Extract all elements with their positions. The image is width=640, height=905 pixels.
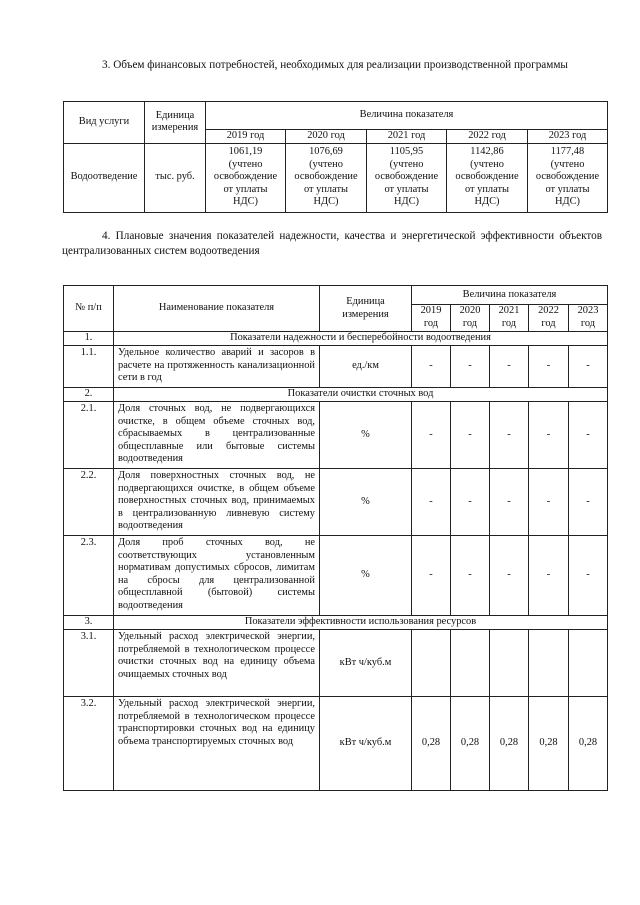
row-name: Доля проб сточных вод, не соответствующих установленным нормативам допустимых сбросов, лимитам на сбросы для централизованной общесплавной (бытовой) системы водоотведения bbox=[114, 536, 320, 616]
row-num: 3.1. bbox=[64, 630, 114, 697]
row-value: - bbox=[529, 536, 569, 616]
row-value: - bbox=[569, 469, 608, 536]
row-value: - bbox=[529, 469, 569, 536]
year-header: 2020 год bbox=[286, 130, 367, 144]
table-row bbox=[64, 469, 608, 536]
row-value: - bbox=[412, 536, 451, 616]
row-value: - bbox=[529, 402, 569, 469]
row-name: Удельный расход электрической энергии, потребляемой в технологическом процессе очистки сточных вод на единицу объема очищаемых сточных вод bbox=[114, 630, 320, 697]
group-num: 1. bbox=[64, 332, 114, 346]
row-unit: % bbox=[320, 469, 412, 536]
row-name: Удельный расход электрической энергии, потребляемой в технологическом процессе транспортировки сточных вод на единицу объема транспортируемых сточных вод bbox=[114, 697, 320, 791]
row-value: - bbox=[490, 469, 529, 536]
service-cell: Водоотведение bbox=[64, 143, 145, 212]
row-value: - bbox=[451, 346, 490, 388]
row-value bbox=[412, 630, 451, 697]
row-value: 0,28 bbox=[529, 697, 569, 791]
group-row bbox=[64, 332, 608, 346]
row-num: 3.2. bbox=[64, 697, 114, 791]
row-value bbox=[451, 630, 490, 697]
group-row bbox=[64, 616, 608, 630]
row-value: - bbox=[569, 402, 608, 469]
group-title: Показатели эффективности использования ресурсов bbox=[114, 616, 608, 630]
table-row bbox=[64, 630, 608, 697]
year-header: 2022 год bbox=[529, 305, 569, 332]
row-value: 0,28 bbox=[451, 697, 490, 791]
row-value: 0,28 bbox=[569, 697, 608, 791]
header-service: Вид услуги bbox=[64, 102, 145, 144]
section4-heading: 4. Плановые значения показателей надежности, качества и энергетической эффективности объектов централизованных систем водоотведения bbox=[62, 230, 602, 257]
header-unit: Единица измерения bbox=[320, 286, 412, 332]
table-row bbox=[64, 402, 608, 469]
header-value: Величина показателя bbox=[206, 102, 608, 130]
row-value: - bbox=[569, 536, 608, 616]
table-row bbox=[64, 536, 608, 616]
row-value: - bbox=[412, 469, 451, 536]
year-header: 2023 год bbox=[569, 305, 608, 332]
row-value bbox=[529, 630, 569, 697]
row-unit: ед./км bbox=[320, 346, 412, 388]
row-value: - bbox=[412, 346, 451, 388]
row-num: 2.2. bbox=[64, 469, 114, 536]
year-header: 2019 год bbox=[412, 305, 451, 332]
group-title: Показатели надежности и бесперебойности водоотведения bbox=[114, 332, 608, 346]
row-name: Удельное количество аварий и засоров в расчете на протяженность канализационной сети в год bbox=[114, 346, 320, 388]
year-header: 2020 год bbox=[451, 305, 490, 332]
header-unit: Единица измерения bbox=[145, 102, 206, 144]
year-header: 2023 год bbox=[528, 130, 608, 144]
year-header: 2021 год bbox=[490, 305, 529, 332]
row-num: 2.3. bbox=[64, 536, 114, 616]
header-num: № п/п bbox=[64, 286, 114, 332]
group-row bbox=[64, 388, 608, 402]
row-num: 2.1. bbox=[64, 402, 114, 469]
row-name: Доля сточных вод, не подвергающихся очистке, в общем объеме сточных вод, сбрасываемых в централизованные общесплавные или бытовые системы водоотведения bbox=[114, 402, 320, 469]
row-value: - bbox=[490, 402, 529, 469]
row-value bbox=[490, 630, 529, 697]
row-value: - bbox=[412, 402, 451, 469]
row-value: - bbox=[529, 346, 569, 388]
row-name: Доля поверхностных сточных вод, не подвергающихся очистке, в общем объеме поверхностных сточных вод, принимаемых в централизованную ливневую систему водоотведения bbox=[114, 469, 320, 536]
group-num: 3. bbox=[64, 616, 114, 630]
indicators-table bbox=[63, 285, 608, 791]
value-cell: 1061,19 (учтено освобождение от уплаты НДС) bbox=[206, 143, 286, 212]
row-unit: кВт ч/куб.м bbox=[320, 697, 412, 791]
value-cell: 1142,86 (учтено освобождение от уплаты НДС) bbox=[447, 143, 528, 212]
group-title: Показатели очистки сточных вод bbox=[114, 388, 608, 402]
year-header: 2019 год bbox=[206, 130, 286, 144]
row-num: 1.1. bbox=[64, 346, 114, 388]
row-value: - bbox=[451, 402, 490, 469]
table-row bbox=[64, 697, 608, 791]
year-header: 2022 год bbox=[447, 130, 528, 144]
header-name: Наименование показателя bbox=[114, 286, 320, 332]
header-value: Величина показателя bbox=[412, 286, 608, 305]
group-num: 2. bbox=[64, 388, 114, 402]
row-unit: кВт ч/куб.м bbox=[320, 630, 412, 697]
row-value: 0,28 bbox=[412, 697, 451, 791]
finance-table bbox=[63, 101, 608, 213]
row-value: - bbox=[451, 536, 490, 616]
table-row bbox=[64, 346, 608, 388]
value-cell: 1105,95 (учтено освобождение от уплаты НДС) bbox=[367, 143, 447, 212]
table-row bbox=[64, 143, 608, 212]
row-value: - bbox=[451, 469, 490, 536]
row-value: 0,28 bbox=[490, 697, 529, 791]
row-unit: % bbox=[320, 536, 412, 616]
year-header: 2021 год bbox=[367, 130, 447, 144]
unit-cell: тыс. руб. bbox=[145, 143, 206, 212]
row-value: - bbox=[569, 346, 608, 388]
row-value: - bbox=[490, 346, 529, 388]
value-cell: 1177,48 (учтено освобождение от уплаты НДС) bbox=[528, 143, 608, 212]
value-cell: 1076,69 (учтено освобождение от уплаты НДС) bbox=[286, 143, 367, 212]
row-value: - bbox=[490, 536, 529, 616]
row-value bbox=[569, 630, 608, 697]
row-unit: % bbox=[320, 402, 412, 469]
section3-heading: 3. Объем финансовых потребностей, необходимых для реализации производственной программы bbox=[102, 59, 568, 71]
